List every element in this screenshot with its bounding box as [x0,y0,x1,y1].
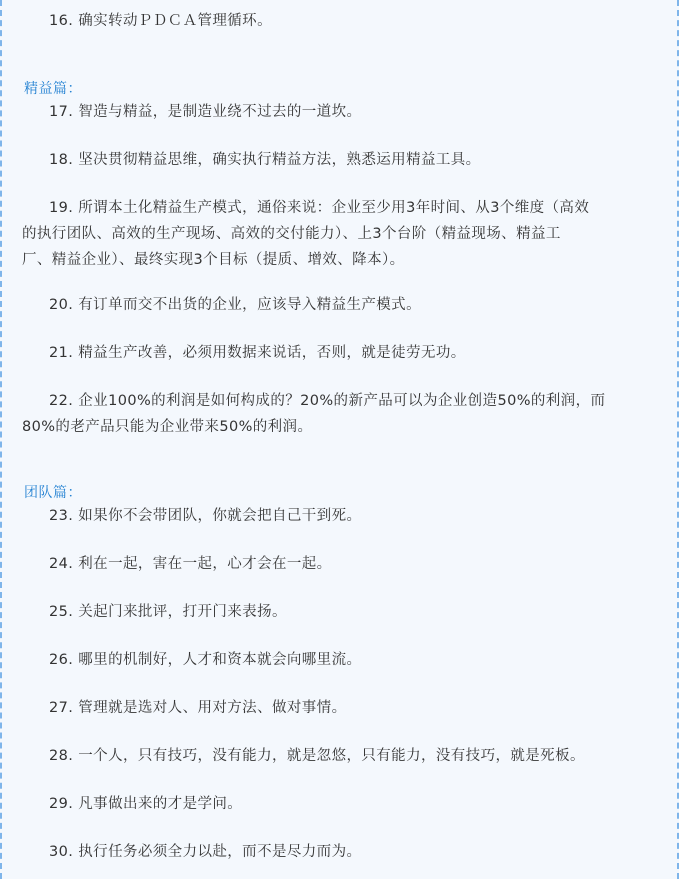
item-text-continued: 80%的老产品只能为企业带来50%的利润。 [22,419,313,435]
item-text-continued: 厂、精益企业）、最终实现3个目标（提质、增效、降本）。 [22,252,405,268]
list-item [22,599,662,625]
section-heading-lean: 精益篇： [24,81,82,97]
list-item [22,791,662,817]
list-item [22,647,662,673]
item-text: 25. 关起门来批评，打开门来表扬。 [49,604,287,620]
item-text: 19. 所谓本土化精益生产模式，通俗来说：企业至少用3年时间、从3个维度（高效 [49,200,590,216]
list-item [22,147,662,173]
list-item [22,388,662,440]
section-heading-team: 团队篇： [24,485,82,501]
item-text: 28. 一个人，只有技巧，没有能力，就是忽悠，只有能力，没有技巧，就是死板。 [49,748,585,764]
item-text: 26. 哪里的机制好，人才和资本就会向哪里流。 [49,652,362,668]
item-text: 29. 凡事做出来的才是学问。 [49,796,243,812]
list-item [22,695,662,721]
item-text: 24. 利在一起，害在一起，心才会在一起。 [49,556,332,572]
item-text: 23. 如果你不会带团队，你就会把自己干到死。 [49,508,362,524]
item-text: 20. 有订单而交不出货的企业，应该导入精益生产模式。 [49,297,421,313]
list-item [22,99,662,125]
item-text: 21. 精益生产改善，必须用数据来说话，否则，就是徒劳无功。 [49,345,466,361]
list-item [22,551,662,577]
item-text: 30. 执行任务必须全力以赴，而不是尽力而为。 [49,844,362,860]
item-text-continued: 的执行团队、高效的生产现场、高效的交付能力）、上3个台阶（精益现场、精益工 [22,226,561,242]
list-item [22,743,662,769]
item-text: 27. 管理就是选对人、用对方法、做对事情。 [49,700,347,716]
list-item [22,195,662,273]
list-item [22,839,662,865]
list-item [22,503,662,529]
item-text: 17. 智造与精益，是制造业绕不过去的一道坎。 [49,104,362,120]
item-text: 18. 坚决贯彻精益思维，确实执行精益方法，熟悉运用精益工具。 [49,152,481,168]
list-item [22,340,662,366]
item-text: 16. 确实转动ＰＤＣＡ管理循环。 [49,13,272,29]
list-item [22,8,662,34]
list-item [22,292,662,318]
item-text: 22. 企业100%的利润是如何构成的？20%的新产品可以为企业创造50%的利润，而 [49,393,606,409]
